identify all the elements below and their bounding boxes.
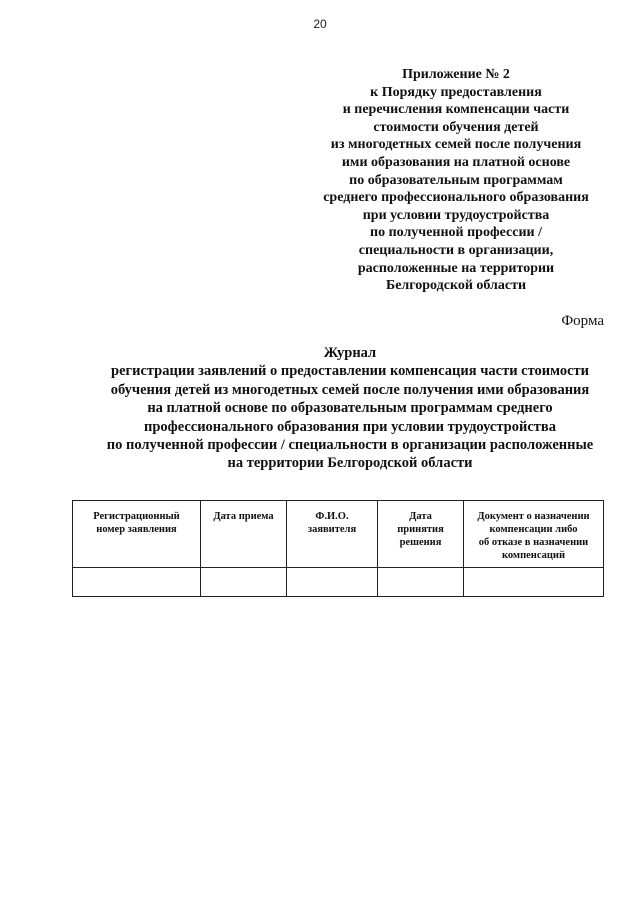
header-registration-number [73,501,201,568]
table-cell [73,568,201,597]
appendix-line: из многодетных семей после получения [330,137,582,153]
page-number: 20 [313,17,327,31]
journal-title: Журнал [323,345,377,361]
header-text: принятия [397,524,444,535]
header-text: Дата [409,511,432,522]
journal-subtitle-line: профессионального образования при условии трудоустройства [144,418,556,435]
header-text: компенсаций [501,550,566,561]
form-label: Форма [561,313,604,329]
registration-table [72,500,604,597]
appendix-header [306,66,606,295]
appendix-line: среднего профессионального образования [323,190,589,206]
table-header-row [73,501,604,568]
appendix-line: к Порядку предоставления [370,84,542,100]
appendix-line: Белгородской области [385,278,527,294]
table-row [73,568,604,597]
appendix-line: по образовательным программам [349,172,563,188]
header-text: Дата приема [213,511,274,522]
journal-subtitle-line: по полученной профессии / специальности в организации расположенные [106,437,594,454]
header-decision-date [378,501,464,568]
appendix-line: и перечисления компенсации части [342,102,570,118]
header-applicant-name [287,501,378,568]
appendix-line: стоимости обучения детей [373,119,539,135]
header-text: компенсации либо [489,524,578,535]
header-date-received [201,501,287,568]
table-cell [201,568,287,597]
header-text: Регистрационный [93,511,180,522]
appendix-line: расположенные на территории [357,260,555,276]
appendix-line: специальности в организации, [358,242,554,258]
journal-title-block [60,344,640,473]
journal-subtitle-line: обучения детей из многодетных семей после получения ими образования [110,381,590,398]
appendix-line: ими образования на платной основе [341,154,571,170]
header-text: об отказе в назначении [478,537,589,548]
journal-subtitle-line: регистрации заявлений о предоставлении компенсация части стоимости [111,363,589,380]
appendix-line: по полученной профессии / [370,225,542,241]
header-text: решения [399,537,442,548]
header-text: Документ о назначении [477,511,590,522]
table-cell [378,568,464,597]
table-cell [464,568,604,597]
header-decision-document [464,501,604,568]
journal-subtitle-line: на платной основе по образовательным программам среднего [147,400,553,417]
journal-subtitle-line: на территории Белгородской области [227,455,473,472]
header-text: номер заявления [96,524,177,535]
appendix-title: Приложение № 2 [402,67,510,82]
header-text: заявителя [307,524,357,535]
appendix-line: при условии трудоустройства [362,207,550,223]
table-cell [287,568,378,597]
header-text: Ф.И.О. [315,511,349,522]
